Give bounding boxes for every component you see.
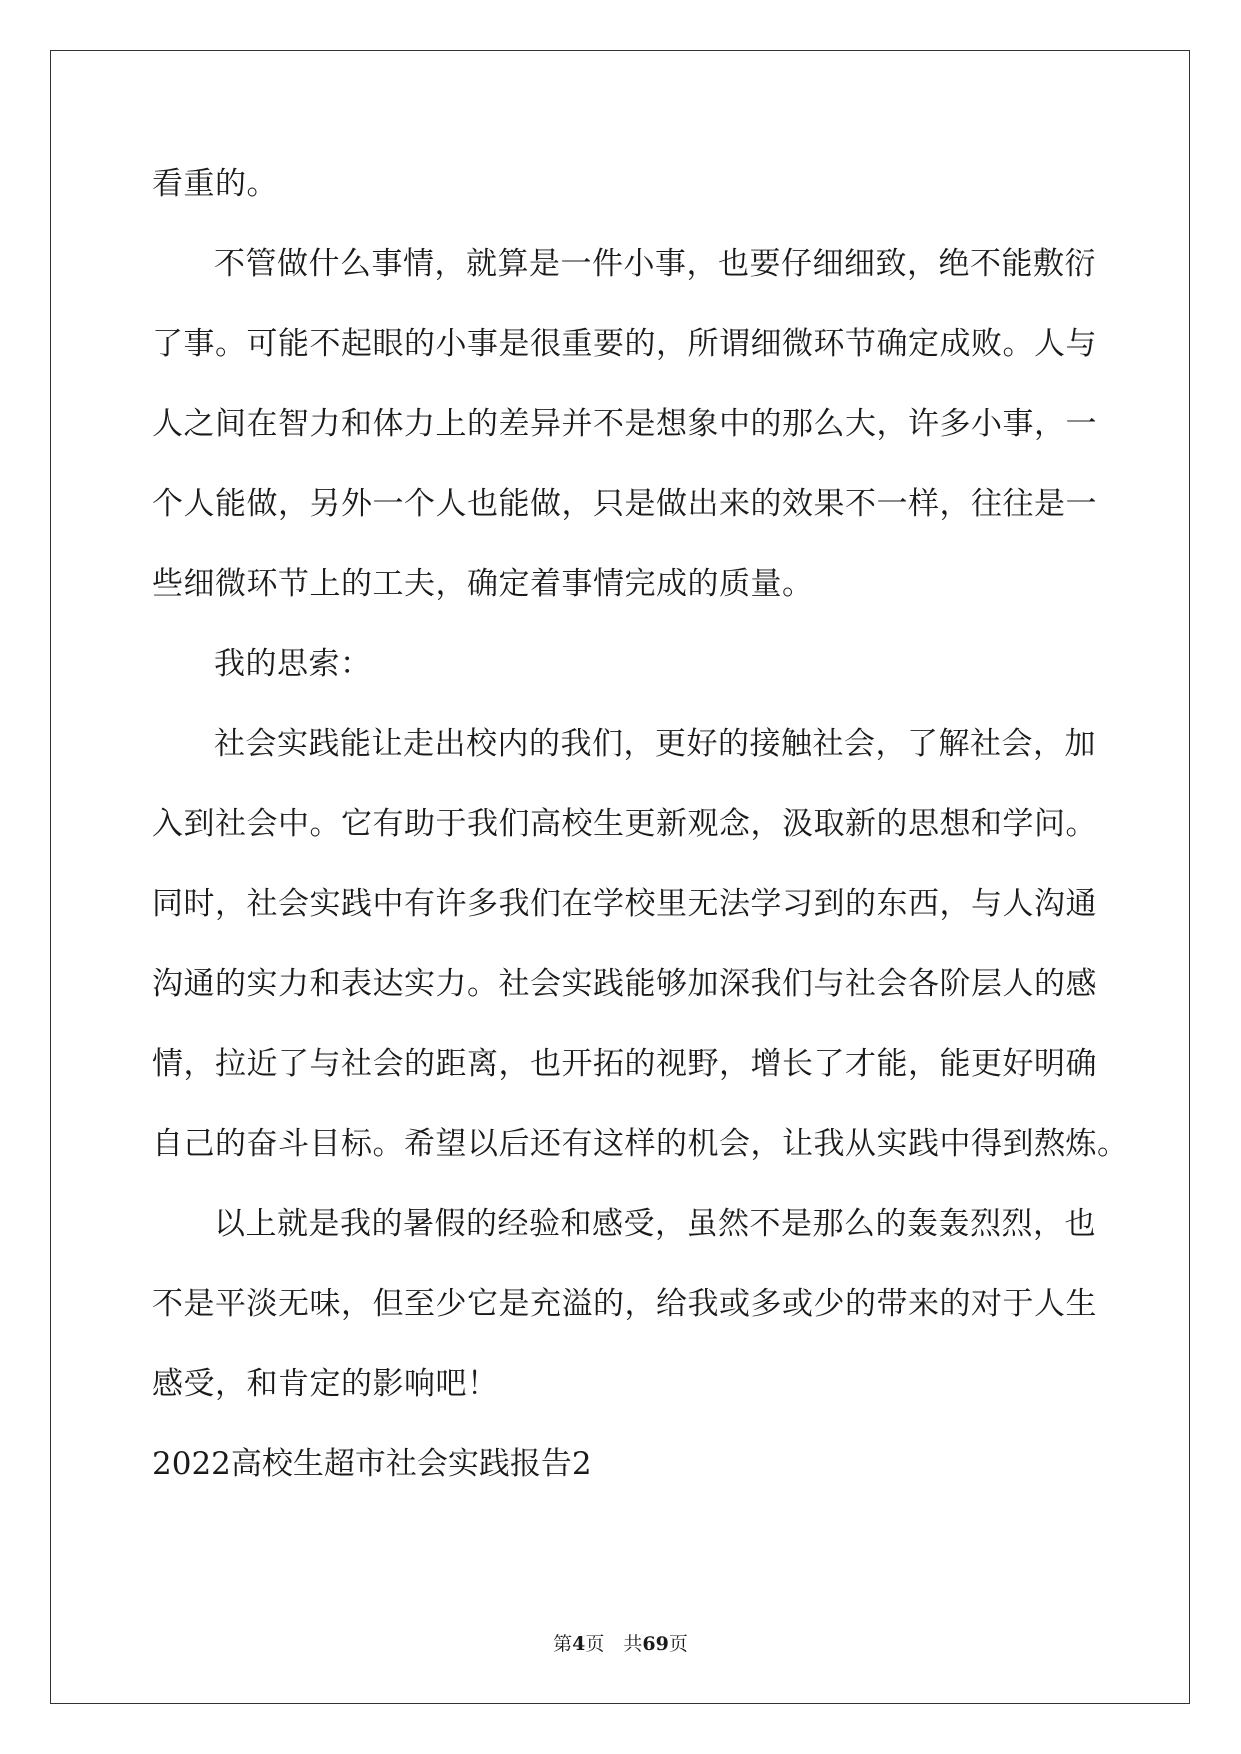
document-body <box>152 160 1129 1520</box>
footer-suffix: 页 <box>668 1633 688 1655</box>
paragraph-line: 以上就是我的暑假的经验和感受，虽然不是那么的轰轰烈烈，也 <box>214 1206 1096 1242</box>
paragraph-line: 情，拉近了与社会的距离，也开拓的视野，增长了才能，能更好明确 <box>152 1046 1097 1082</box>
paragraph-line: 自己的奋斗目标。希望以后还有这样的机会，让我从实践中得到熬炼。 <box>152 1126 1129 1162</box>
paragraph-line: 个人能做，另外一个人也能做，只是做出来的效果不一样，往往是一 <box>152 486 1097 522</box>
footer-mid: 页 共 <box>585 1633 643 1655</box>
paragraph-line: 同时，社会实践中有许多我们在学校里无法学习到的东西，与人沟通 <box>152 886 1097 922</box>
paragraph-line: 不管做什么事情，就算是一件小事，也要仔细细致，绝不能敷衍 <box>214 246 1096 282</box>
page-footer <box>0 1632 1241 1656</box>
paragraph-line: 了事。可能不起眼的小事是很重要的，所谓细微环节确定成败。人与 <box>152 326 1097 362</box>
footer-prefix: 第 <box>553 1633 573 1655</box>
paragraph-line: 社会实践能让走出校内的我们，更好的接触社会，了解社会，加 <box>214 726 1096 762</box>
paragraph-line: 沟通的实力和表达实力。社会实践能够加深我们与社会各阶层人的感 <box>152 966 1097 1002</box>
current-page-number: 4 <box>572 1633 586 1655</box>
paragraph-line: 不是平淡无味，但至少它是充溢的，给我或多或少的带来的对于人生 <box>152 1286 1097 1322</box>
paragraph-line: 些细微环节上的工夫，确定着事情完成的质量。 <box>152 566 814 602</box>
section-label: 我的思索： <box>214 646 372 682</box>
paragraph-line: 看重的。 <box>152 166 278 202</box>
total-page-count: 69 <box>642 1633 669 1655</box>
section-heading: 2022高校生超市社会实践报告2 <box>152 1446 592 1482</box>
paragraph-line: 入到社会中。它有助于我们高校生更新观念，汲取新的思想和学问。 <box>152 806 1097 842</box>
paragraph-line: 感受，和肯定的影响吧！ <box>152 1366 499 1402</box>
paragraph-line: 人之间在智力和体力上的差异并不是想象中的那么大，许多小事，一 <box>152 406 1097 442</box>
